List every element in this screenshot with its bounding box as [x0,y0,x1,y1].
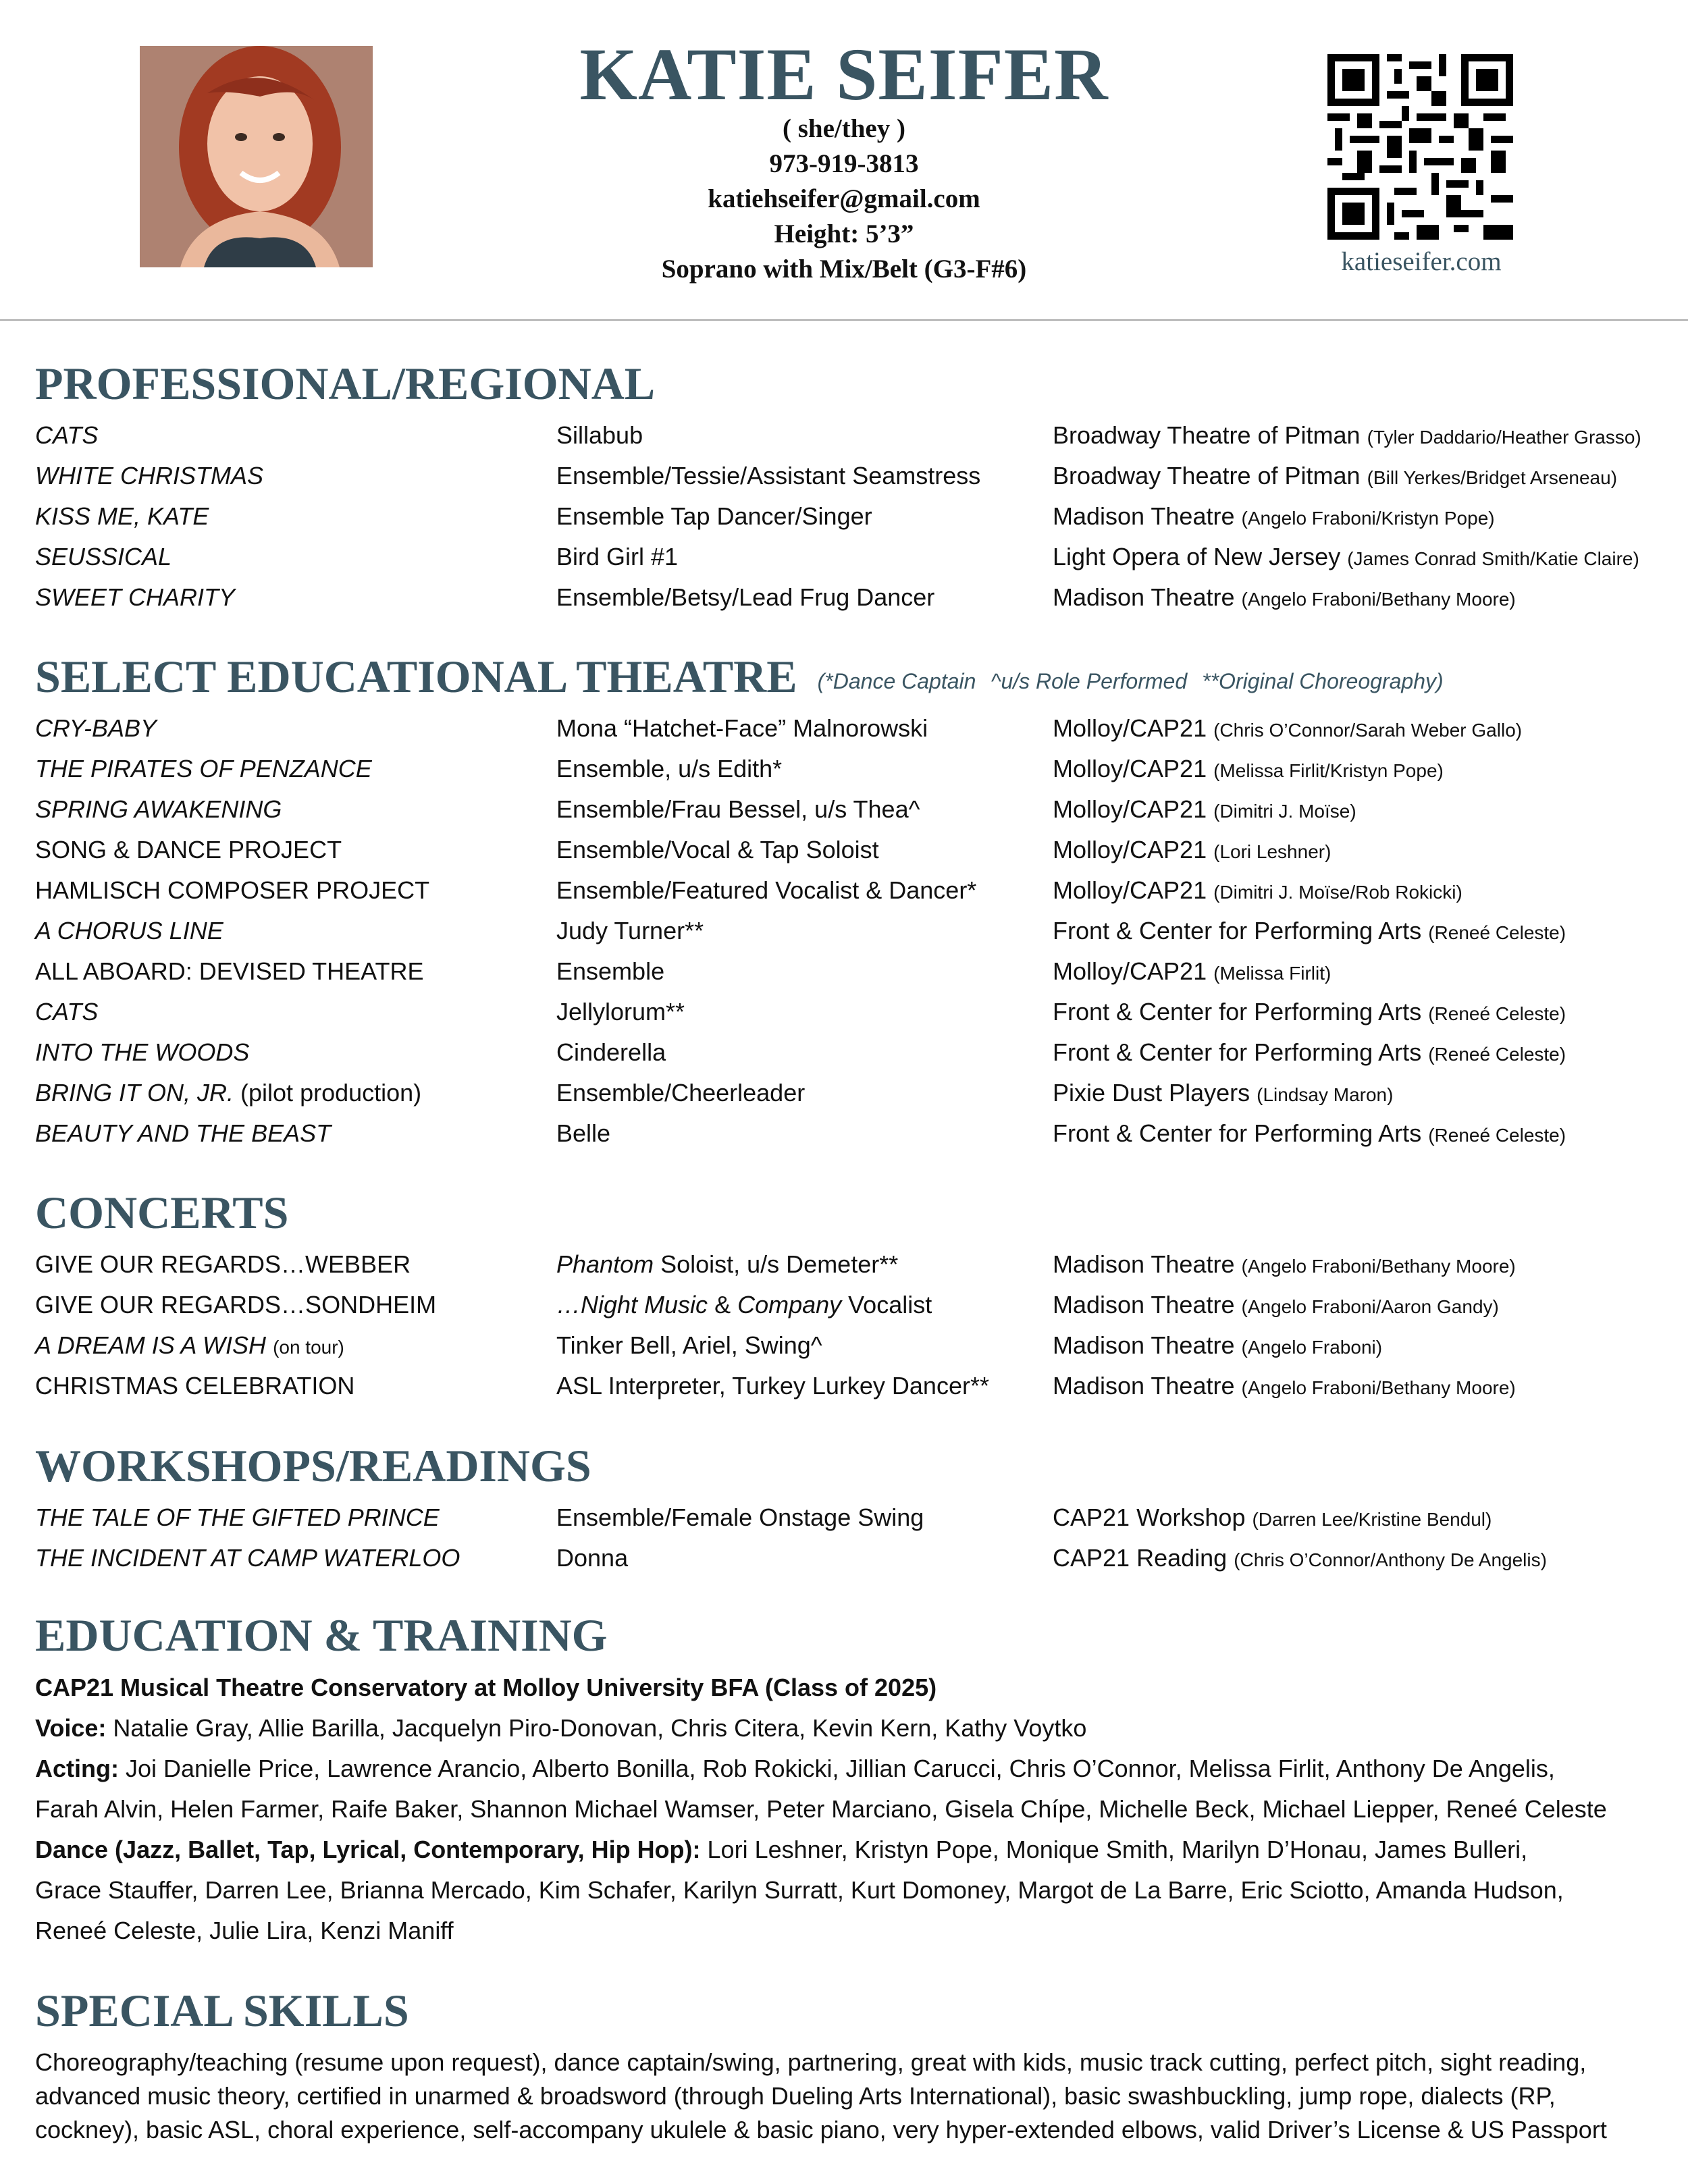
role: Ensemble, u/s Edith* [556,755,783,782]
venue: Madison Theatre (Angelo Fraboni/Bethany Moore) [1053,1250,1516,1278]
header-divider [0,319,1688,321]
show-title: SEUSSICAL [35,543,172,570]
website-link[interactable]: katieseifer.com [1341,247,1502,276]
show-title: KISS ME, KATE [35,502,209,530]
venue: Molloy/CAP21 (Chris O’Connor/Sarah Weber Gallo) [1053,714,1523,742]
acting-teachers-cont: Farah Alvin, Helen Farmer, Raife Baker, Shannon Michael Wamser, Peter Marciano, Gisela Chípe, Michelle Beck, Michael Liepper, Reneé Celeste [35,1795,1607,1823]
show-title: HAMLISCH COMPOSER PROJECT [35,876,430,904]
role: Ensemble/Frau Bessel, u/s Thea^ [556,795,920,823]
credit-row [35,911,1669,951]
voice-type: Soprano with Mix/Belt (G3-F#6) [661,255,1027,284]
credit-row [35,577,1669,618]
role: Ensemble/Featured Vocalist & Dancer* [556,876,977,904]
section-title-workshops: WORKSHOPS/READINGS [35,1440,591,1491]
show-title: THE INCIDENT AT CAMP WATERLOO [35,1544,460,1572]
venue: CAP21 Reading (Chris O’Connor/Anthony De Angelis) [1053,1544,1547,1572]
show-title: WHITE CHRISTMAS [35,462,263,489]
venue: Pixie Dust Players (Lindsay Maron) [1053,1079,1394,1107]
role: Tinker Bell, Ariel, Swing^ [556,1331,822,1359]
credit-row [35,1244,1669,1285]
venue: Light Opera of New Jersey (James Conrad Smith/Katie Claire) [1053,543,1639,570]
venue: Broadway Theatre of Pitman (Bill Yerkes/Bridget Arseneau) [1053,462,1618,489]
concerts-list [35,1244,1669,1406]
credit-row [35,1073,1669,1113]
venue: Molloy/CAP21 (Lori Leshner) [1053,836,1331,863]
credit-row [35,415,1669,456]
venue: Madison Theatre (Angelo Fraboni) [1053,1331,1383,1359]
show-title: INTO THE WOODS [35,1038,250,1066]
role: Jellylorum** [556,998,685,1026]
credit-row [35,1366,1669,1406]
venue: Molloy/CAP21 (Dimitri J. Moïse) [1053,795,1356,823]
section-title-professional: PROFESSIONAL/REGIONAL [35,358,656,409]
acting-teachers: Acting: Joi Danielle Price, Lawrence Arancio, Alberto Bonilla, Rob Rokicki, Jillian Carucci, Chris O’Connor, Melissa Firlit, Anthony De Angelis, [35,1755,1555,1782]
venue: CAP21 Workshop (Darren Lee/Kristine Bendul) [1053,1503,1492,1531]
legend: (*Dance Captain ^u/s Role Performed **Original Choreography) [817,669,1444,694]
show-title: BEAUTY AND THE BEAST [35,1119,332,1147]
credit-row [35,708,1669,749]
credit-row [35,1113,1669,1154]
show-title: A DREAM IS A WISH (on tour) [35,1331,344,1359]
credit-row [35,830,1669,870]
show-title: A CHORUS LINE [35,917,223,944]
role: Ensemble Tap Dancer/Singer [556,502,872,530]
role: Ensemble/Betsy/Lead Frug Dancer [556,583,935,611]
show-title: GIVE OUR REGARDS…SONDHEIM [35,1291,437,1319]
role: ASL Interpreter, Turkey Lurkey Dancer** [556,1372,989,1400]
phone-number: 973-919-3813 [769,149,919,178]
credit-row [35,951,1669,992]
role: Donna [556,1544,629,1572]
credit-row [35,1032,1669,1073]
education-block [35,1668,1669,1951]
section-title-skills: SPECIAL SKILLS [35,1985,409,2036]
section-title-concerts: CONCERTS [35,1187,289,1238]
venue: Madison Theatre (Angelo Fraboni/Kristyn Pope) [1053,502,1495,530]
pronouns: ( she/they ) [783,114,905,143]
height: Height: 5’3” [774,219,914,248]
role: Ensemble/Tessie/Assistant Seamstress [556,462,981,489]
school: CAP21 Musical Theatre Conservatory at Molloy University BFA (Class of 2025) [35,1674,937,1701]
role: Ensemble/Female Onstage Swing [556,1503,924,1531]
qr-code[interactable] [1327,54,1513,240]
venue: Broadway Theatre of Pitman (Tyler Daddario/Heather Grasso) [1053,421,1641,449]
role: Bird Girl #1 [556,543,679,570]
professional-list [35,415,1669,618]
show-title: THE PIRATES OF PENZANCE [35,755,372,782]
credit-row [35,789,1669,830]
dance-teachers: Dance (Jazz, Ballet, Tap, Lyrical, Contemporary, Hip Hop): Lori Leshner, Kristyn Pope, Monique Smith, Marilyn D’Honau, James Bulleri, [35,1836,1528,1863]
credit-row [35,992,1669,1032]
role: Ensemble [556,957,665,985]
show-title: CATS [35,421,99,449]
credit-row [35,1538,1669,1578]
credit-row [35,456,1669,496]
skills-block [35,2046,1669,2147]
voice-teachers: Voice: Natalie Gray, Allie Barilla, Jacquelyn Piro-Donovan, Chris Citera, Kevin Kern, Kathy Voytko [35,1714,1087,1742]
show-title: SONG & DANCE PROJECT [35,836,342,863]
venue: Front & Center for Performing Arts (Reneé Celeste) [1053,1038,1566,1066]
workshops-list [35,1497,1669,1578]
dance-teachers-cont: Grace Stauffer, Darren Lee, Brianna Mercado, Kim Schafer, Karilyn Surratt, Kurt Domoney, Margot de La Barre, Eric Sciotto, Amanda Hudson, [35,1876,1564,1904]
show-title: ALL ABOARD: DEVISED THEATRE [35,957,424,985]
role: Ensemble/Cheerleader [556,1079,806,1107]
venue: Madison Theatre (Angelo Fraboni/Bethany Moore) [1053,1372,1516,1400]
credit-row [35,749,1669,789]
skills-line: advanced music theory, certified in unarmed & broadsword (through Dueling Arts International), basic swashbuckling, jump rope, dialects (RP, [35,2082,1556,2110]
venue: Front & Center for Performing Arts (Reneé Celeste) [1053,1119,1566,1147]
role: Sillabub [556,421,643,449]
skills-line: cockney), basic ASL, choral experience, self-accompany ukulele & basic piano, very hyper-extended elbows, valid Driver’s License & US Passport [35,2116,1607,2143]
show-title: CRY-BABY [35,714,157,742]
venue: Molloy/CAP21 (Melissa Firlit/Kristyn Pope) [1053,755,1444,782]
credit-row [35,870,1669,911]
role: Judy Turner** [556,917,704,944]
resume-name: KATIE SEIFER [579,33,1109,115]
section-title-education: EDUCATION & TRAINING [35,1609,608,1661]
credit-row [35,1497,1669,1538]
role: Phantom Soloist, u/s Demeter** [556,1250,899,1278]
role: Mona “Hatchet-Face” Malnorowski [556,714,928,742]
educational-list [35,708,1669,1154]
show-title: SPRING AWAKENING [35,795,282,823]
venue: Molloy/CAP21 (Melissa Firlit) [1053,957,1331,985]
credit-row [35,537,1669,577]
credit-row [35,1285,1669,1325]
venue: Madison Theatre (Angelo Fraboni/Aaron Gandy) [1053,1291,1499,1319]
email-address: katiehseifer@gmail.com [708,184,980,213]
dance-teachers-cont: Reneé Celeste, Julie Lira, Kenzi Maniff [35,1917,454,1944]
show-title: GIVE OUR REGARDS…WEBBER [35,1250,411,1278]
venue: Front & Center for Performing Arts (Reneé Celeste) [1053,998,1566,1026]
section-title-educational: SELECT EDUCATIONAL THEATRE (*Dance Captain ^u/s Role Performed **Original Choreography) [35,649,1458,708]
role: Cinderella [556,1038,666,1066]
role: Belle [556,1119,611,1147]
role: Ensemble/Vocal & Tap Soloist [556,836,879,863]
show-title: BRING IT ON, JR. (pilot production) [35,1079,422,1107]
role: …Night Music & Company Vocalist [556,1291,932,1319]
venue: Front & Center for Performing Arts (Reneé Celeste) [1053,917,1566,944]
show-title: CATS [35,998,99,1026]
venue: Molloy/CAP21 (Dimitri J. Moïse/Rob Rokicki) [1053,876,1462,904]
skills-line: Choreography/teaching (resume upon request), dance captain/swing, partnering, great with kids, music track cutting, perfect pitch, sight reading, [35,2048,1587,2076]
show-title: CHRISTMAS CELEBRATION [35,1372,355,1400]
credit-row [35,496,1669,537]
venue: Madison Theatre (Angelo Fraboni/Bethany Moore) [1053,583,1516,611]
show-title: SWEET CHARITY [35,583,236,611]
show-title: THE TALE OF THE GIFTED PRINCE [35,1503,440,1531]
credit-row [35,1325,1669,1366]
